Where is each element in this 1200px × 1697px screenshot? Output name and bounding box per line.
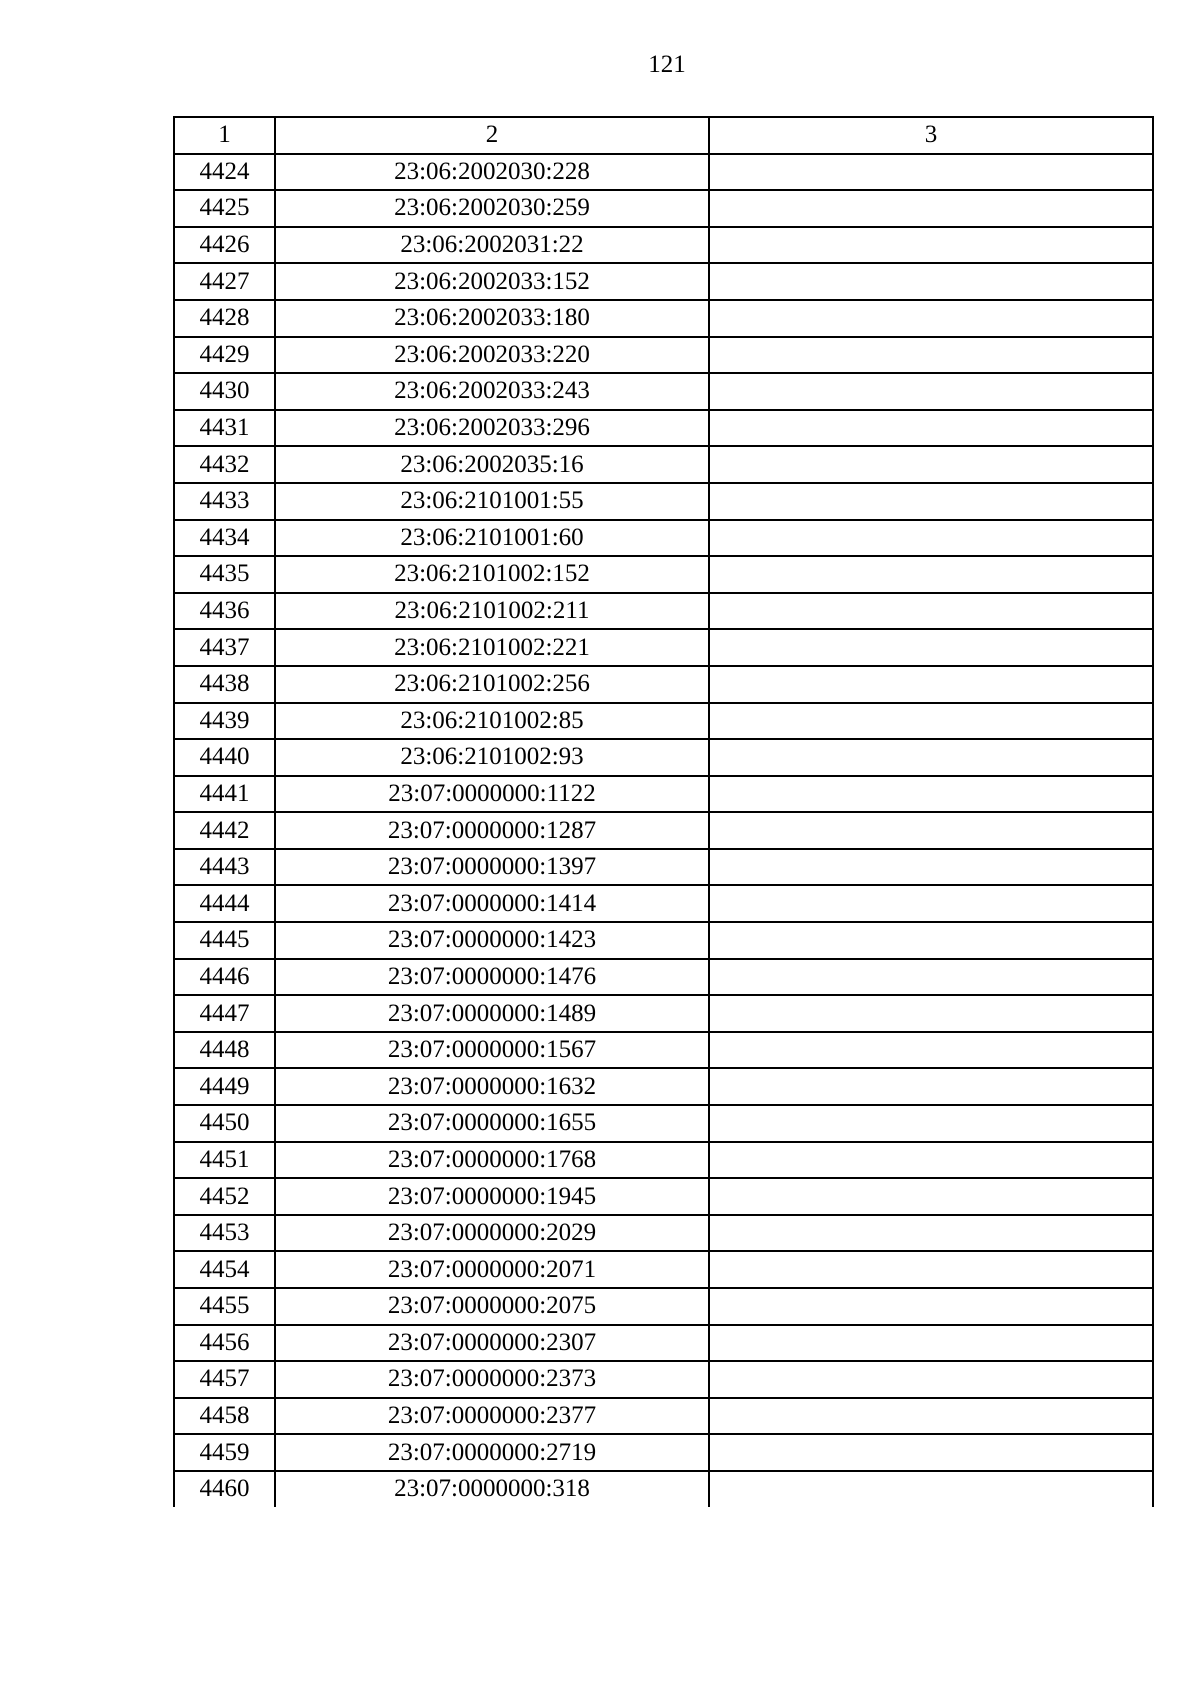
row-number-cell: 4451: [174, 1142, 275, 1179]
row-number-cell: 4443: [174, 849, 275, 886]
row-number-cell: 4448: [174, 1032, 275, 1069]
notes-cell: [709, 922, 1153, 959]
cadastral-number-cell: 23:07:0000000:2075: [275, 1288, 709, 1325]
cadastral-number-cell: 23:07:0000000:318: [275, 1471, 709, 1507]
table-row: [174, 1142, 1153, 1179]
row-number-cell: 4436: [174, 593, 275, 630]
cadastral-number-cell: 23:07:0000000:1122: [275, 776, 709, 813]
table-row: [174, 739, 1153, 776]
table-row: [174, 410, 1153, 447]
notes-cell: [709, 1434, 1153, 1471]
row-number-cell: 4439: [174, 703, 275, 740]
notes-cell: [709, 520, 1153, 557]
table-row: [174, 593, 1153, 630]
row-number-cell: 4438: [174, 666, 275, 703]
notes-cell: [709, 1325, 1153, 1362]
table-row: [174, 1398, 1153, 1435]
notes-cell: [709, 1361, 1153, 1398]
cadastral-number-cell: 23:06:2002031:22: [275, 227, 709, 264]
cadastral-number-cell: 23:06:2101002:211: [275, 593, 709, 630]
notes-cell: [709, 703, 1153, 740]
notes-cell: [709, 483, 1153, 520]
row-number-cell: 4456: [174, 1325, 275, 1362]
notes-cell: [709, 154, 1153, 191]
row-number-cell: 4430: [174, 373, 275, 410]
cadastral-number-cell: 23:07:0000000:1397: [275, 849, 709, 886]
row-number-cell: 4447: [174, 995, 275, 1032]
data-table: [173, 116, 1154, 1507]
row-number-cell: 4428: [174, 300, 275, 337]
notes-cell: [709, 849, 1153, 886]
notes-cell: [709, 300, 1153, 337]
notes-cell: [709, 629, 1153, 666]
notes-cell: [709, 1178, 1153, 1215]
row-number-cell: 4437: [174, 629, 275, 666]
row-number-cell: 4431: [174, 410, 275, 447]
row-number-cell: 4445: [174, 922, 275, 959]
row-number-cell: 4455: [174, 1288, 275, 1325]
table-row: [174, 629, 1153, 666]
row-number-cell: 4435: [174, 556, 275, 593]
row-number-cell: 4444: [174, 885, 275, 922]
notes-cell: [709, 410, 1153, 447]
notes-cell: [709, 1105, 1153, 1142]
cadastral-number-cell: 23:06:2002033:220: [275, 337, 709, 374]
row-number-cell: 4446: [174, 959, 275, 996]
table-row: [174, 885, 1153, 922]
table-row: [174, 1361, 1153, 1398]
cadastral-number-cell: 23:07:0000000:2373: [275, 1361, 709, 1398]
table-row: [174, 483, 1153, 520]
table-row: [174, 995, 1153, 1032]
cadastral-number-cell: 23:06:2101002:221: [275, 629, 709, 666]
cadastral-number-cell: 23:07:0000000:1414: [275, 885, 709, 922]
table-row: [174, 1434, 1153, 1471]
cadastral-number-cell: 23:06:2101001:60: [275, 520, 709, 557]
table-row: [174, 337, 1153, 374]
row-number-cell: 4441: [174, 776, 275, 813]
notes-cell: [709, 337, 1153, 374]
notes-cell: [709, 373, 1153, 410]
row-number-cell: 4425: [174, 190, 275, 227]
notes-cell: [709, 1251, 1153, 1288]
row-number-cell: 4432: [174, 446, 275, 483]
notes-cell: [709, 666, 1153, 703]
cadastral-number-cell: 23:06:2101002:152: [275, 556, 709, 593]
table-row: [174, 1105, 1153, 1142]
table-header: [174, 117, 1153, 154]
cadastral-number-cell: 23:06:2101002:85: [275, 703, 709, 740]
cadastral-number-cell: 23:06:2002033:180: [275, 300, 709, 337]
cadastral-number-cell: 23:07:0000000:1476: [275, 959, 709, 996]
row-number-cell: 4442: [174, 812, 275, 849]
cadastral-number-cell: 23:07:0000000:2307: [275, 1325, 709, 1362]
cadastral-number-cell: 23:06:2002030:259: [275, 190, 709, 227]
header-cell-2: 2: [275, 117, 709, 154]
table-body: [174, 154, 1153, 1507]
table-row: [174, 849, 1153, 886]
table-row: [174, 556, 1153, 593]
page-number: 121: [648, 51, 686, 78]
table-row: [174, 812, 1153, 849]
table-row: [174, 666, 1153, 703]
row-number-cell: 4433: [174, 483, 275, 520]
cadastral-number-cell: 23:07:0000000:1489: [275, 995, 709, 1032]
table-row: [174, 300, 1153, 337]
notes-cell: [709, 227, 1153, 264]
cadastral-number-cell: 23:06:2002030:228: [275, 154, 709, 191]
header-cell-1: 1: [174, 117, 275, 154]
row-number-cell: 4427: [174, 263, 275, 300]
cadastral-number-cell: 23:06:2101002:93: [275, 739, 709, 776]
cadastral-number-cell: 23:06:2002033:152: [275, 263, 709, 300]
cadastral-number-cell: 23:07:0000000:1287: [275, 812, 709, 849]
row-number-cell: 4454: [174, 1251, 275, 1288]
table-row: [174, 1288, 1153, 1325]
cadastral-number-cell: 23:07:0000000:1655: [275, 1105, 709, 1142]
cadastral-number-cell: 23:07:0000000:2377: [275, 1398, 709, 1435]
notes-cell: [709, 885, 1153, 922]
notes-cell: [709, 1471, 1153, 1507]
table-row: [174, 446, 1153, 483]
notes-cell: [709, 1288, 1153, 1325]
table-row: [174, 1068, 1153, 1105]
cadastral-number-cell: 23:07:0000000:1768: [275, 1142, 709, 1179]
cadastral-number-cell: 23:07:0000000:2719: [275, 1434, 709, 1471]
row-number-cell: 4429: [174, 337, 275, 374]
row-number-cell: 4449: [174, 1068, 275, 1105]
table-row: [174, 1215, 1153, 1252]
notes-cell: [709, 1398, 1153, 1435]
row-number-cell: 4426: [174, 227, 275, 264]
notes-cell: [709, 190, 1153, 227]
table-row: [174, 1178, 1153, 1215]
table-row: [174, 190, 1153, 227]
cadastral-number-cell: 23:07:0000000:1632: [275, 1068, 709, 1105]
cadastral-number-cell: 23:07:0000000:2029: [275, 1215, 709, 1252]
notes-cell: [709, 739, 1153, 776]
notes-cell: [709, 812, 1153, 849]
notes-cell: [709, 1142, 1153, 1179]
cadastral-number-cell: 23:06:2002033:296: [275, 410, 709, 447]
cadastral-number-cell: 23:07:0000000:1945: [275, 1178, 709, 1215]
table-row: [174, 959, 1153, 996]
row-number-cell: 4450: [174, 1105, 275, 1142]
cadastral-number-cell: 23:06:2002035:16: [275, 446, 709, 483]
notes-cell: [709, 1032, 1153, 1069]
table-row: [174, 703, 1153, 740]
notes-cell: [709, 959, 1153, 996]
table-row: [174, 154, 1153, 191]
cadastral-number-cell: 23:07:0000000:2071: [275, 1251, 709, 1288]
notes-cell: [709, 446, 1153, 483]
table-row: [174, 922, 1153, 959]
notes-cell: [709, 1068, 1153, 1105]
notes-cell: [709, 776, 1153, 813]
cadastral-number-cell: 23:07:0000000:1423: [275, 922, 709, 959]
notes-cell: [709, 263, 1153, 300]
table-row: [174, 1032, 1153, 1069]
table-row: [174, 227, 1153, 264]
cadastral-number-cell: 23:07:0000000:1567: [275, 1032, 709, 1069]
table-row: [174, 263, 1153, 300]
row-number-cell: 4452: [174, 1178, 275, 1215]
cadastral-number-cell: 23:06:2101001:55: [275, 483, 709, 520]
cadastral-number-cell: 23:06:2002033:243: [275, 373, 709, 410]
cadastral-number-cell: 23:06:2101002:256: [275, 666, 709, 703]
row-number-cell: 4458: [174, 1398, 275, 1435]
notes-cell: [709, 995, 1153, 1032]
row-number-cell: 4457: [174, 1361, 275, 1398]
notes-cell: [709, 593, 1153, 630]
notes-cell: [709, 556, 1153, 593]
table-row: [174, 1325, 1153, 1362]
row-number-cell: 4440: [174, 739, 275, 776]
header-row: [174, 117, 1153, 154]
table-row: [174, 1471, 1153, 1507]
notes-cell: [709, 1215, 1153, 1252]
row-number-cell: 4434: [174, 520, 275, 557]
table-row: [174, 776, 1153, 813]
row-number-cell: 4453: [174, 1215, 275, 1252]
table-row: [174, 1251, 1153, 1288]
table-row: [174, 520, 1153, 557]
table-row: [174, 373, 1153, 410]
row-number-cell: 4459: [174, 1434, 275, 1471]
row-number-cell: 4460: [174, 1471, 275, 1507]
row-number-cell: 4424: [174, 154, 275, 191]
header-cell-3: 3: [709, 117, 1153, 154]
